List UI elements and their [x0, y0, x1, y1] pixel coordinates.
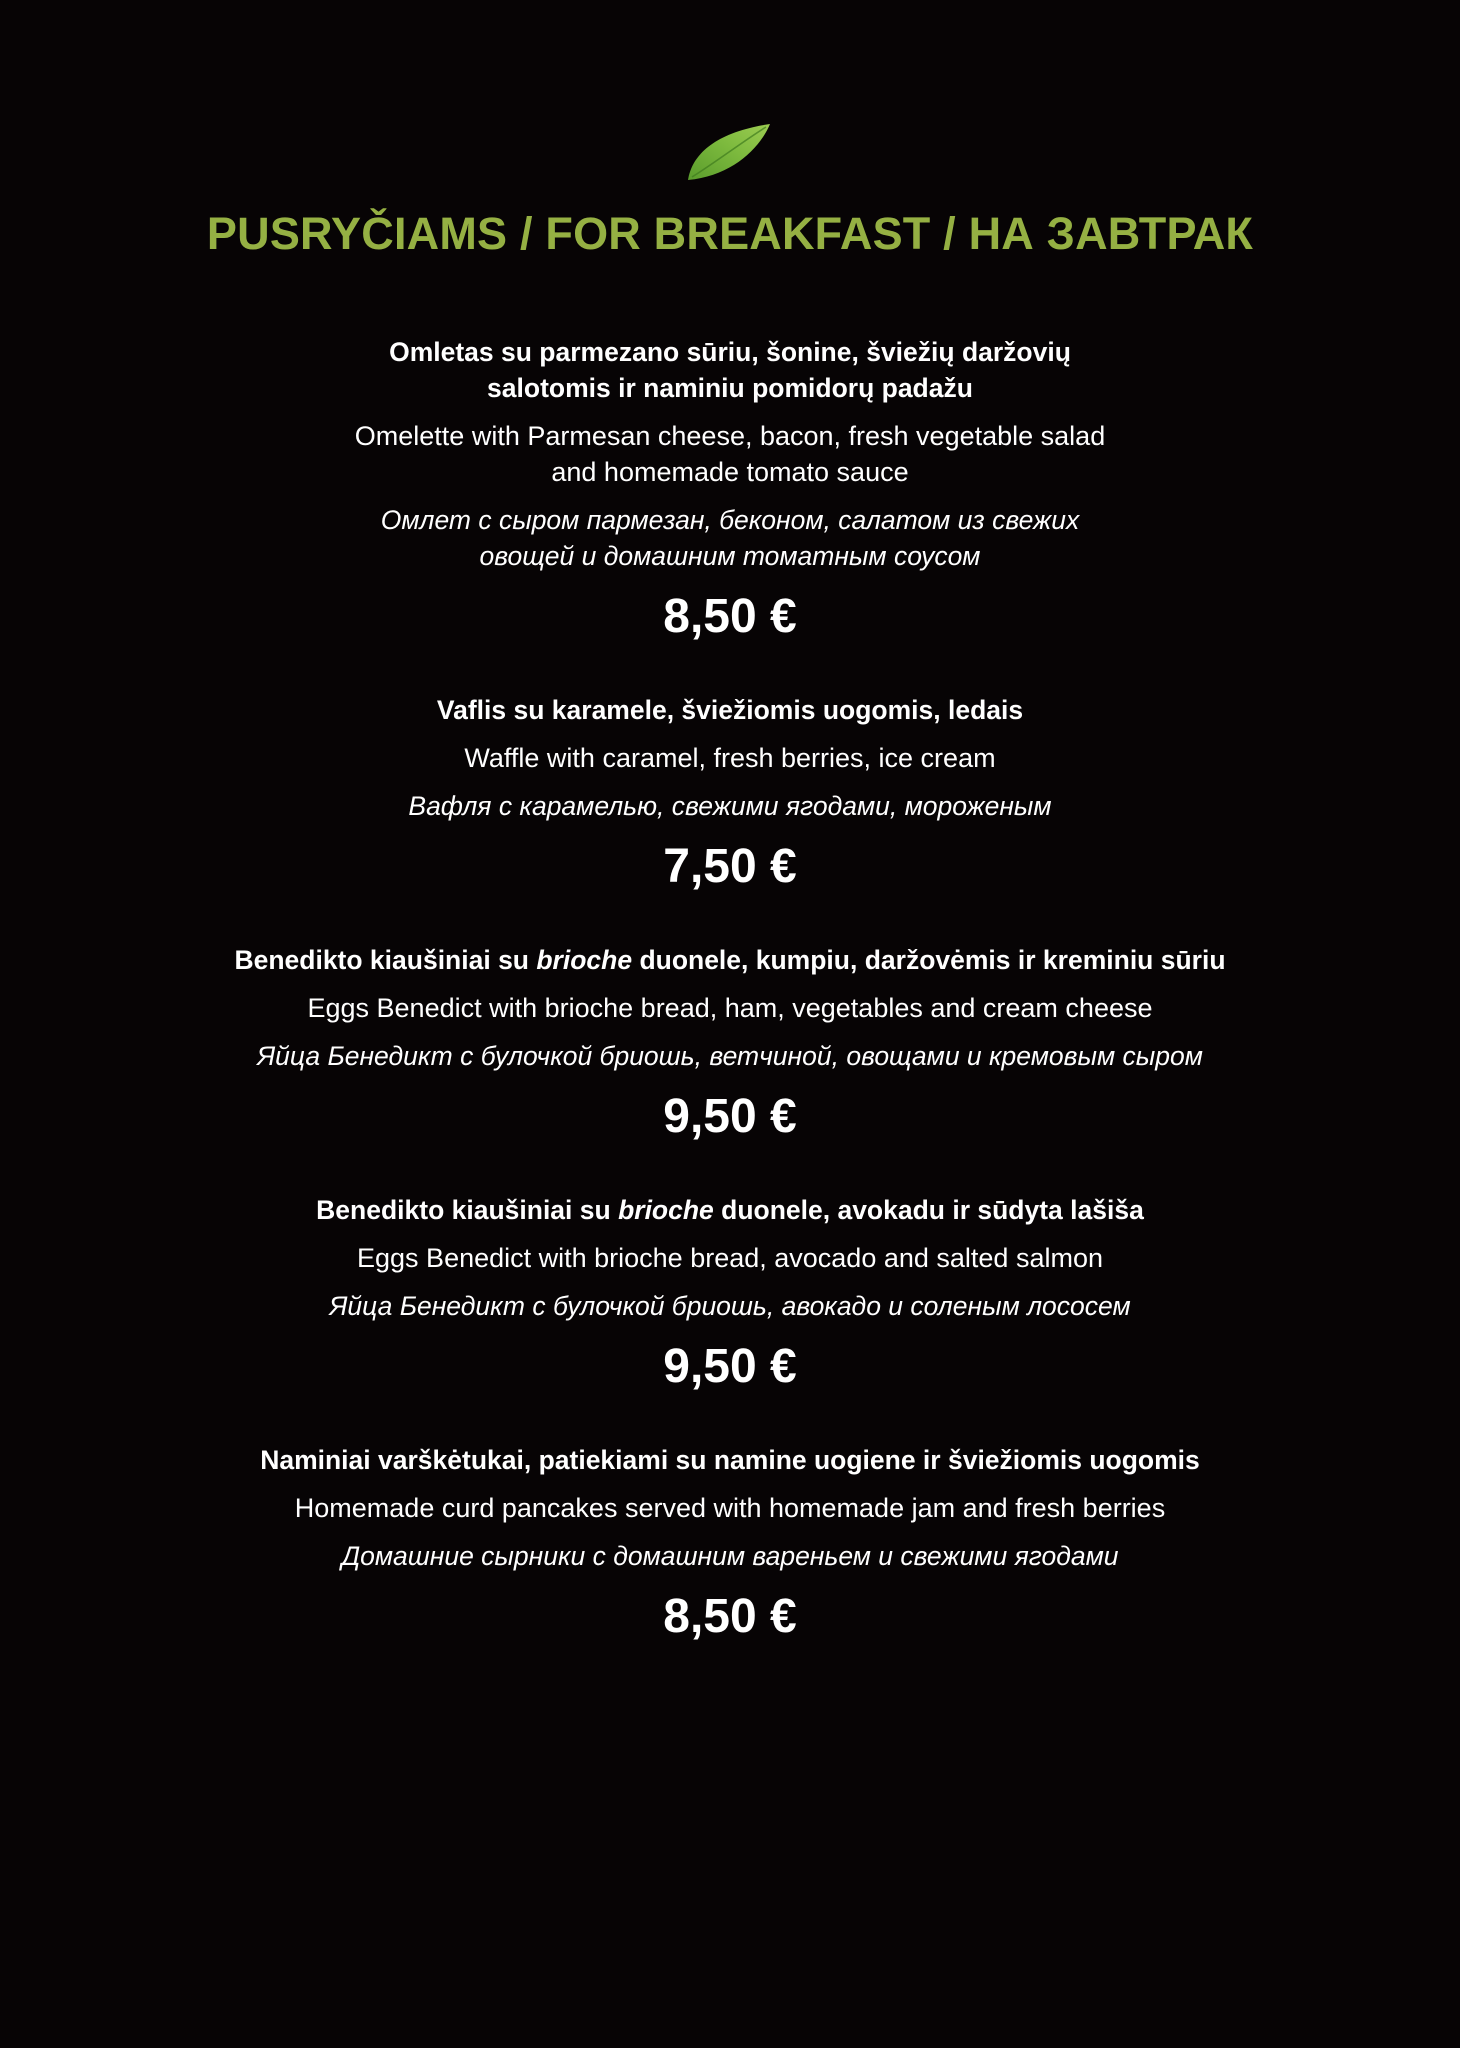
item-name-part: Benedikto kiaušiniai su	[234, 945, 537, 975]
item-name-ru: Яйца Бенедикт с булочкой бриошь, ветчиной, овощами и кремовым сыром	[257, 1041, 1203, 1071]
menu-item	[0, 942, 1460, 1146]
item-en-line: Omelette with Parmesan cheese, bacon, fresh vegetable salad	[354, 421, 1106, 451]
item-name-en: Homemade curd pancakes served with homemade jam and fresh berries	[294, 1493, 1166, 1523]
item-name-line: salotomis ir naminiu pomidorų padažu	[487, 373, 973, 403]
item-name-en: Waffle with caramel, fresh berries, ice cream	[464, 743, 996, 773]
item-name-line: Omletas su parmezano sūriu, šonine, šviežių daržovių	[389, 337, 1071, 367]
item-ru-line: Омлет с сыром пармезан, беконом, салатом из свежих	[380, 505, 1080, 535]
item-name-ru	[0, 502, 1460, 574]
item-name-en	[0, 418, 1460, 490]
item-name-en: Eggs Benedict with brioche bread, avocado and salted salmon	[357, 1243, 1103, 1273]
item-name-part: duonele, avokadu ir sūdyta lašiša	[713, 1195, 1144, 1225]
menu-item	[0, 1192, 1460, 1396]
item-name-lt	[0, 1192, 1460, 1228]
item-name-part: Benedikto kiaušiniai su	[316, 1195, 619, 1225]
item-name-ru: Домашние сырники с домашним вареньем и свежими ягодами	[341, 1541, 1119, 1571]
page-title: PUSRYČIAMS / FOR BREAKFAST / НА ЗАВТРАК	[206, 208, 1254, 259]
item-name-en: Eggs Benedict with brioche bread, ham, vegetables and cream cheese	[307, 993, 1153, 1023]
item-ru-line: овощей и домашним томатным соусом	[479, 541, 981, 571]
item-price: 8,50 €	[663, 1590, 797, 1643]
item-en-line: and homemade tomato sauce	[551, 457, 909, 487]
item-name-lt	[0, 942, 1460, 978]
item-name-italic: brioche	[536, 945, 633, 975]
item-price: 7,50 €	[663, 840, 797, 893]
item-name-lt: Naminiai varškėtukai, patiekiami su namine uogiene ir šviežiomis uogomis	[260, 1445, 1200, 1475]
menu-items	[0, 334, 1460, 1692]
item-name-part: duonele, kumpiu, daržovėmis ir kreminiu sūriu	[632, 945, 1226, 975]
menu-item	[0, 334, 1460, 646]
item-name-italic: brioche	[618, 1195, 714, 1225]
item-price: 9,50 €	[663, 1090, 797, 1143]
leaf-icon	[686, 122, 772, 184]
item-name-ru: Вафля с карамелью, свежими ягодами, мороженым	[408, 791, 1052, 821]
item-price: 8,50 €	[663, 590, 797, 643]
menu-item	[0, 1442, 1460, 1646]
item-name-ru: Яйца Бенедикт с булочкой бриошь, авокадо и соленым лососем	[329, 1291, 1131, 1321]
item-name-lt	[0, 334, 1460, 406]
menu-item	[0, 692, 1460, 896]
item-price: 9,50 €	[663, 1340, 797, 1393]
item-name-lt: Vaflis su karamele, šviežiomis uogomis, ledais	[436, 695, 1024, 725]
